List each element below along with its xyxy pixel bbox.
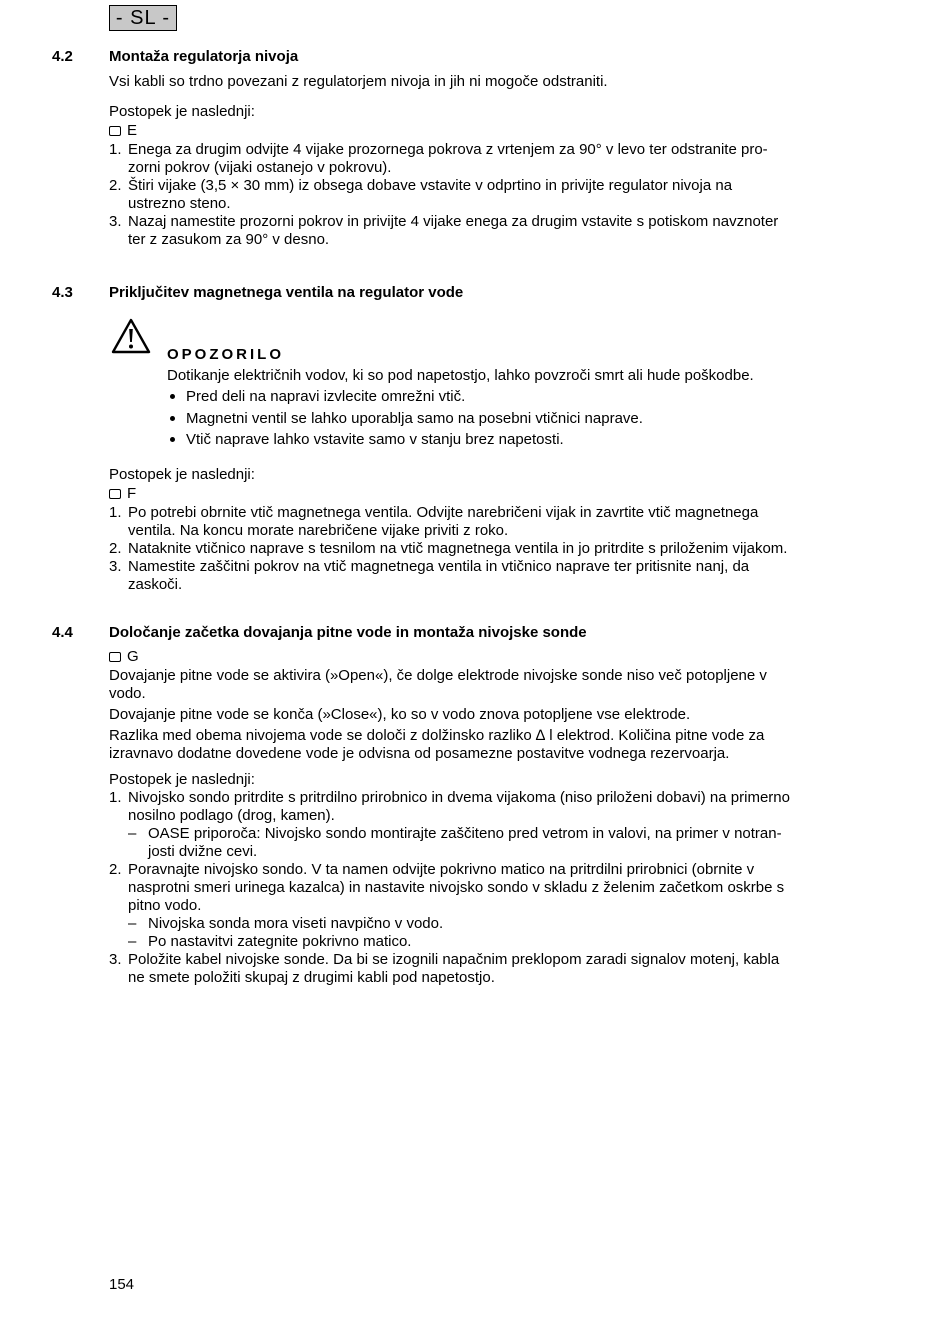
warning-bullet-list xyxy=(167,386,842,451)
step-text: Enega za drugim odvijte 4 vijake prozornega pokrova z vrtenjem za 90° v levo ter odstranite pro- zorni pokrov (vijaki ostanejo v pokrovu). xyxy=(128,141,768,176)
bullet-dot-icon xyxy=(170,416,175,421)
section-4-3 xyxy=(52,284,842,594)
procedure-label: Postopek je naslednji: xyxy=(109,465,255,483)
figure-book-icon xyxy=(109,489,121,499)
warning-bullet xyxy=(167,429,842,451)
step-number: 1. xyxy=(109,141,122,158)
step-text: Poravnajte nivojsko sondo. V ta namen odvijte pokrivno matico na pritrdilni prirobnici (obrnite v nasprotni smeri urinega kazalca) in nastavite nivojsko sondo v skladu z želenim začetkom oskrbe s pitno vodo. xyxy=(128,861,785,914)
page-number: 154 xyxy=(109,1276,135,1293)
step-number: 1. xyxy=(109,503,122,521)
section-intro: Vsi kabli so trdno povezani z regulatorjem nivoja in jih ni mogoče odstraniti. xyxy=(109,73,608,90)
step-note-text: Po nastavitvi zategnite pokrivno matico. xyxy=(148,933,412,950)
step-note xyxy=(128,825,842,861)
step-note xyxy=(128,933,842,951)
warning-bullet xyxy=(167,408,842,430)
figure-reference xyxy=(109,647,842,667)
step-item xyxy=(109,789,842,861)
language-badge: - SL - xyxy=(109,5,177,31)
step-item xyxy=(109,861,842,951)
step-text: Namestite zaščitni pokrov na vtič magnetnega ventila in vtičnico naprave ter pritisnite nanj, da zaskoči. xyxy=(128,557,750,593)
section-number: 4.4 xyxy=(52,624,73,641)
section-number: 4.3 xyxy=(52,284,73,301)
procedure-label: Postopek je naslednji: xyxy=(109,103,255,120)
figure-book-icon xyxy=(109,126,121,136)
step-note-text: Nivojska sonda mora viseti navpično v vodo. xyxy=(148,915,444,932)
step-number: 3. xyxy=(109,557,122,575)
figure-label: G xyxy=(127,648,139,665)
step-item xyxy=(109,213,842,249)
body-paragraph: Dovajanje pitne vode se konča (»Close«), ko so v vodo znova potopljene vse elektrode. xyxy=(109,706,691,723)
step-number: 3. xyxy=(109,951,122,968)
figure-book-icon xyxy=(109,652,121,662)
bullet-dot-icon xyxy=(170,437,175,442)
step-note-list xyxy=(128,825,842,861)
step-item xyxy=(109,141,842,177)
step-note xyxy=(128,915,842,933)
step-note-list xyxy=(128,915,842,951)
step-item xyxy=(109,558,842,594)
step-number: 2. xyxy=(109,539,122,557)
bullet-text: Vtič naprave lahko vstavite samo v stanju brez napetosti. xyxy=(186,431,564,448)
section-4-2 xyxy=(52,48,842,249)
warning-box xyxy=(109,318,842,451)
section-number: 4.2 xyxy=(52,48,73,65)
warning-text: Dotikanje električnih vodov, ki so pod napetostjo, lahko povzroči smrt ali hude poškodbe. xyxy=(167,367,754,384)
bullet-text: Pred deli na napravi izvlecite omrežni vtič. xyxy=(186,388,466,405)
warning-bullet xyxy=(167,386,842,408)
warning-title: OPOZORILO xyxy=(167,346,284,363)
warning-triangle-icon xyxy=(111,318,151,354)
bullet-dot-icon xyxy=(170,394,175,399)
section-4-4 xyxy=(52,624,842,987)
step-number: 2. xyxy=(109,861,122,878)
figure-label: E xyxy=(127,122,138,139)
step-text: Nivojsko sondo pritrdite s pritrdilno prirobnico in dvema vijakoma (niso priloženi dobavi) na primerno nosilno podlago (drog, kamen). xyxy=(128,789,790,824)
step-list xyxy=(109,141,842,249)
bullet-text: Magnetni ventil se lahko uporablja samo na posebni vtičnici naprave. xyxy=(186,409,643,427)
step-number: 1. xyxy=(109,789,122,806)
step-item xyxy=(109,504,842,540)
step-item xyxy=(109,951,842,987)
section-title: Priključitev magnetnega ventila na regulator vode xyxy=(109,284,464,301)
figure-label: F xyxy=(127,484,137,502)
figure-reference xyxy=(109,484,842,504)
step-text: Nataknite vtičnico naprave s tesnilom na vtič magnetnega ventila in jo pritrdite s priloženim vijakom. xyxy=(128,539,788,557)
figure-reference xyxy=(109,121,842,141)
step-number: 3. xyxy=(109,213,122,230)
body-paragraph: Dovajanje pitne vode se aktivira (»Open«), če dolge elektrode nivojske sonde niso več potopljene v vodo. xyxy=(109,667,767,702)
step-list xyxy=(109,504,842,594)
procedure-label: Postopek je naslednji: xyxy=(109,771,255,788)
section-title: Določanje začetka dovajanja pitne vode in montaža nivojske sonde xyxy=(109,624,587,641)
section-heading xyxy=(52,48,842,68)
step-item xyxy=(109,177,842,213)
step-text: Položite kabel nivojske sonde. Da bi se izognili napačnim preklopom zaradi signalov motenj, kabla ne smete položiti skupaj z drugimi kabli pod napetostjo. xyxy=(128,951,780,986)
step-text: Štiri vijake (3,5 × 30 mm) iz obsega dobave vstavite v odprtino in privijte regulator nivoja na ustrezno steno. xyxy=(128,177,733,212)
dash-marker: – xyxy=(128,915,137,932)
dash-marker: – xyxy=(128,933,137,950)
step-number: 2. xyxy=(109,177,122,194)
step-text: Nazaj namestite prozorni pokrov in privijte 4 vijake enega za drugim vstavite s potiskom navznoter ter z zasukom za 90° v desno. xyxy=(128,213,779,248)
body-paragraph: Razlika med obema nivojema vode se določi z dolžinsko razliko ∆ l elektrod. Količina pitne vode za izravnavo dodatne dovedene vode je odvisna od posamezne postavitve vodnega rezervoarja. xyxy=(109,727,765,762)
section-heading xyxy=(52,624,842,644)
step-note-text: OASE priporoča: Nivojsko sondo montirajte zaščiteno pred vetrom in valovi, na primer v notran- josti dvižne cevi. xyxy=(148,825,782,860)
dash-marker: – xyxy=(128,825,137,842)
step-item xyxy=(109,540,842,558)
section-title: Montaža regulatorja nivoja xyxy=(109,48,299,65)
step-text: Po potrebi obrnite vtič magnetnega ventila. Odvijte narebričeni vijak in zavrtite vtič magnetnega ventila. Na koncu morate narebričene vijake priviti z roko. xyxy=(128,503,759,539)
step-list xyxy=(109,789,842,987)
section-heading xyxy=(52,284,842,304)
paragraph-group xyxy=(109,667,842,763)
